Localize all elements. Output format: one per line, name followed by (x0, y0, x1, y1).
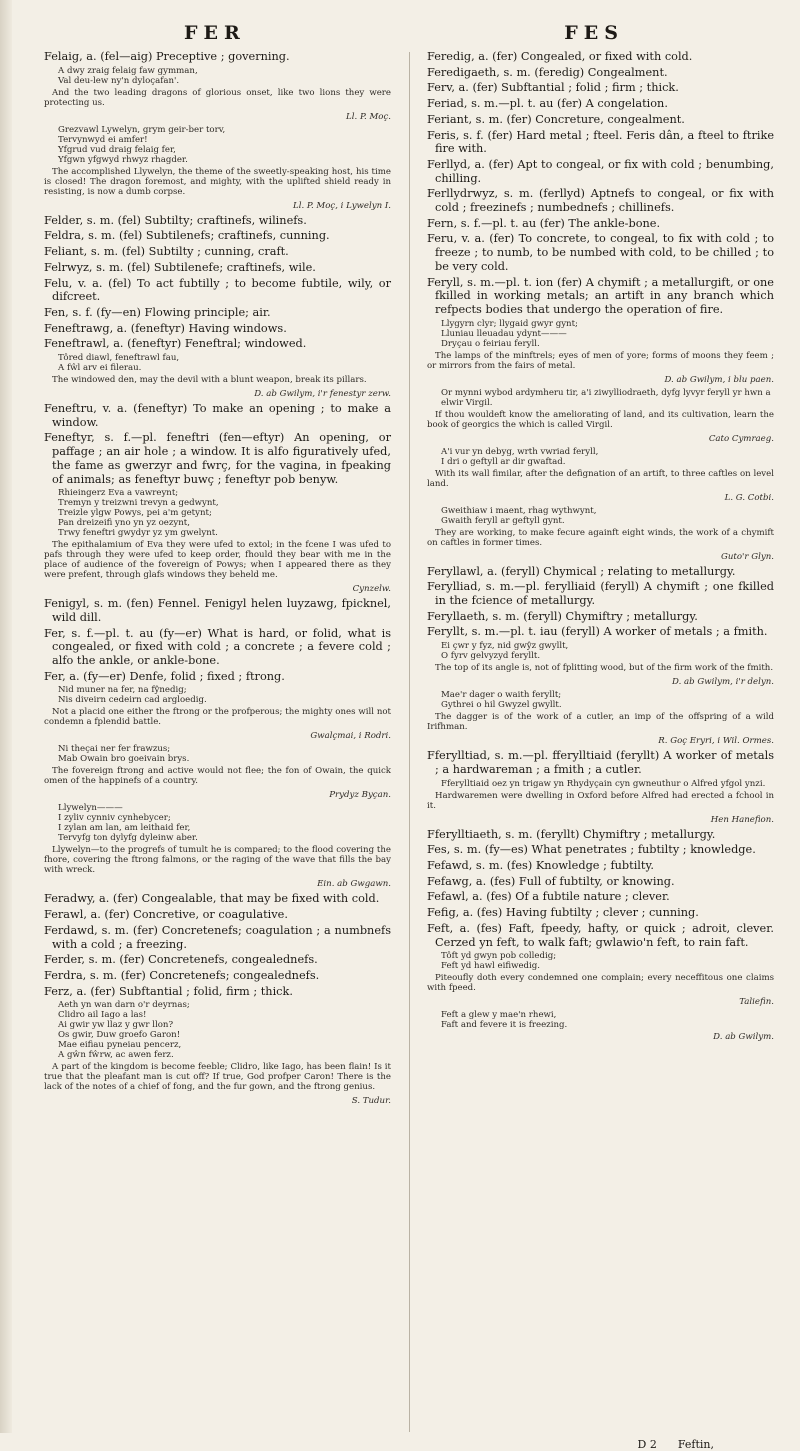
translation-note: The top of its angle is, not of fplitting wood, but of the firm work of the fmith. (435, 663, 774, 674)
dictionary-entry: Feft, a. (fes) Faft, fpeedy, hafty, or quick ; adroit, clever. Cerzed yn feft, to walk faft; gwlawio'n feft, to rain faft. (427, 921, 774, 949)
dictionary-entry: Feris, s. f. (fer) Hard metal ; fteel. Feris dân, a fteel to ftrike fire with. (427, 128, 774, 156)
translation-note: Not a placid one either the ftrong or the profperous; the mighty ones will not condemn a fplendid battle. (44, 707, 391, 728)
dictionary-entry: Feneftyr, s. f.—pl. feneftri (fen—eftyr) An opening, or paffage ; an air hole ; a window. It is alfo figuratively ufed, the fame as gwerzyr and fwrç, for the vagina, in fpeaking of animals; as feneftyr buwç ; feneftyr pob benyw. (44, 431, 391, 486)
source-citation: Cato Cymraeg. (708, 433, 774, 444)
verse-line: Trwy feneftri gwydyr yz ym gwelynt. (58, 528, 218, 539)
dictionary-entry: Ferllydrwyz, s. m. (ferllyd) Aptnefs to congeal, or fix with cold ; freezinefs ; numbednefs ; chillinefs. (427, 187, 774, 215)
dictionary-entry: Feldra, s. m. (fel) Subtilenefs; craftinefs, cunning. (44, 229, 330, 243)
dictionary-entry: Feneftrawl, a. (feneftyr) Feneftral; windowed. (44, 337, 307, 351)
verse-quote (441, 506, 774, 526)
verse-line: Llywelyn——— (58, 803, 123, 814)
column-divider (409, 52, 410, 1432)
verse-quote (441, 447, 774, 467)
verse-line: Feft a glew y mae'n rhewi, (441, 1010, 557, 1021)
translation-note: The epithalamium of Eva they were ufed to extol; in the fcene I was ufed to pafs through they were ufed to keep order, fhould they bear with me in the place of audience of the fovereign of Powys; when I appeared there as they were prefent, through glafs windows they beheld me. (44, 540, 391, 581)
translation-note: The lamps of the minftrels; eyes of men of yore; forms of moons they feem ; or mirrors from the fairs of metal. (427, 350, 774, 371)
translation-note: The dagger is of the work of a cutler, an imp of the offspring of a wild Irifhman. (427, 712, 774, 733)
dictionary-entry: Ferylliad, s. m.—pl. ferylliaid (feryll) A chymift ; one fkilled in the fcience of metallurgy. (427, 580, 774, 608)
verse-line: Mae'r dager o waith feryllt; (441, 690, 562, 701)
dictionary-entry: Fer, a. (fy—er) Denfe, folid ; fixed ; ftrong. (44, 669, 285, 683)
source-citation: Ll. P. Moç, i Lywelyn I. (292, 200, 391, 211)
dictionary-entry: Fefig, a. (fes) Having fubtilty ; clever ; cunning. (427, 906, 699, 920)
page-footer (44, 1438, 774, 1451)
translation-note: If thou wouldeft know the ameliorating of land, and its cultivation, learn the book of georgics the which is called Virgil. (427, 409, 774, 430)
dictionary-entry: Fer, s. f.—pl. t. au (fy—er) What is hard, or folid, what is congealed, or fixed with cold ; a concrete ; a fevere cold ; alfo the ankle, or ankle-bone. (44, 626, 391, 668)
verse-line: O fyrv gelvyzyd feryllt. (441, 651, 541, 662)
page-binding-edge (0, 0, 12, 1433)
verse-quote (441, 641, 774, 661)
verse-quote (441, 388, 774, 408)
dictionary-entry: Feryll, s. m.—pl. t. ion (fer) A chymift ; a metallurgift, or one fkilled in working metals; an artift in any branch which refpects bodies that undergo the operation of fire. (427, 275, 774, 316)
verse-line: Feft yd hawl eifiwedig. (441, 961, 541, 972)
verse-line: Fferylltiaid oez yn trigaw yn Rhydyçain cyn gwneuthur o Alfred yfgol ynzi. (441, 778, 766, 789)
translation-note: With its wall fimilar, after the defignation of an artift, to three caftles on level land. (427, 468, 774, 489)
verse-line: A'i vur yn debyg, wrth vwriad feryll, (441, 446, 599, 457)
verse-line: Pan dreizeifi yno yn yz oezynt, (58, 518, 190, 529)
verse-line: Tôft yd gwyn pob colledig; (441, 951, 557, 962)
source-citation: Cynzelw. (352, 584, 391, 595)
verse-line: A fŵl arv ei filerau. (58, 363, 142, 374)
dictionary-entry: Ferawl, a. (fer) Concretive, or coagulative. (44, 908, 288, 922)
verse-line: Grezvawl Lywelyn, grym geir-ber torv, (58, 124, 226, 135)
source-citation: D. ab Gwilym. (713, 1032, 774, 1043)
signature-mark: D 2 (637, 1438, 657, 1451)
verse-quote (441, 690, 774, 710)
verse-line: Rhieingerz Eva a vawreynt; (58, 488, 179, 499)
verse-line: Tervynwyd ei amfer! (58, 134, 148, 145)
verse-line: Mab Owain bro goeivain brys. (58, 754, 190, 765)
verse-line: I dri o geftyll ar dir gwaftad. (441, 456, 566, 467)
dictionary-entry: Ferv, a. (fer) Subftantial ; folid ; firm ; thick. (427, 81, 679, 95)
two-column-body (44, 50, 774, 1432)
source-citation: Guto'r Glyn. (721, 551, 774, 562)
verse-line: Val deu-lew ny'n dyloçafan'. (58, 75, 180, 86)
dictionary-entry: Felaig, a. (fel—aig) Preceptive ; governing. (44, 50, 290, 63)
dictionary-entry: Feradwy, a. (fer) Congealable, that may be fixed with cold. (44, 892, 380, 906)
dictionary-entry: Feneftru, v. a. (feneftyr) To make an opening ; to make a window. (44, 402, 391, 429)
verse-line: Mae eifiau pyneiau pencerz, (58, 1040, 182, 1051)
verse-line: Ni theçai ner fer frawzus; (58, 744, 171, 755)
verse-quote (441, 319, 774, 349)
source-citation: R. Goç Eryri, i Wil. Ormes. (658, 736, 774, 747)
verse-line: Gwaith feryll ar geftyll gynt. (441, 515, 565, 526)
dictionary-entry: Fes, s. m. (fy—es) What penetrates ; fubtilty ; knowledge. (427, 843, 756, 857)
verse-line: Or mynni wybod ardymheru tir, a'i ziwylliodraeth, dyfg lyvyr feryll yr hwn a elwir Virgil. (441, 387, 771, 408)
source-citation: Ein. ab Gwgawn. (317, 879, 391, 890)
translation-note: A part of the kingdom is become feeble; Clidro, like Iago, has been flain! Is it true that the pleafant man is cut off? If true, God profper Caron! There is the lack of the notes of a chief of fong, and the fur gown, and the ftrong genius. (44, 1062, 391, 1093)
dictionary-entry: Fenigyl, s. m. (fen) Fennel. Fenigyl helen luyzawg, fpicknel, wild dill. (44, 597, 391, 624)
verse-quote (58, 488, 391, 538)
verse-line: Ai gwir yw llaz y gwr llon? (58, 1020, 174, 1031)
source-citation: Hen Hanefion. (710, 814, 774, 825)
header-left: FER (184, 22, 246, 44)
source-citation: D. ab Gwilym, i'r delyn. (672, 677, 774, 688)
right-column (427, 50, 774, 1432)
verse-line: Aeth yn wan darn o'r deyrnas; (58, 1000, 190, 1011)
dictionary-entry: Feryllaeth, s. m. (feryll) Chymiftry ; metallurgy. (427, 609, 698, 623)
verse-line: A dwy zraig felaig faw gymman, (58, 65, 198, 76)
dictionary-entry: Ferllyd, a. (fer) Apt to congeal, or fix with cold ; benumbing, chilling. (427, 157, 774, 185)
translation-note: The accomplished Llywelyn, the theme of the sweetly-speaking host, his time is closed! The dragon foremost, and mighty, with the uplifted shield ready in resisting, is now a dumb corpse. (44, 166, 391, 197)
verse-quote (58, 66, 391, 86)
dictionary-entry: Fferylltiaeth, s. m. (feryllt) Chymiftry ; metallurgy. (427, 827, 716, 841)
dictionary-entry: Feredig, a. (fer) Congealed, or fixed with cold. (427, 50, 693, 63)
dictionary-entry: Feriant, s. m. (fer) Concreture, congealment. (427, 112, 685, 126)
dictionary-entry: Felu, v. a. (fel) To act fubtilly ; to become fubtile, wily, or difcreet. (44, 276, 391, 304)
source-citation: Taliefin. (739, 997, 774, 1008)
left-column (44, 50, 391, 1432)
dictionary-entry: Fern, s. f.—pl. t. au (fer) The ankle-bone. (427, 216, 661, 230)
verse-quote (441, 1010, 774, 1030)
dictionary-entry: Fefawl, a. (fes) Of a fubtile nature ; clever. (427, 890, 670, 904)
dictionary-entry: Ferdra, s. m. (fer) Concretenefs; congealednefs. (44, 968, 320, 982)
dictionary-entry: Ferder, s. m. (fer) Concretenefs, congealednefs. (44, 953, 318, 967)
header-right: FES (564, 22, 624, 44)
verse-line: Nis diveirn cedeirn cad argloedig. (58, 695, 207, 706)
catchword: Feftin, (677, 1438, 714, 1451)
translation-note: Llywelyn—to the progrefs of tumult he is compared; to the flood covering the fhore, covering the ftrong falmons, or the raging of the wave that fills the bay with wreck. (44, 845, 391, 876)
verse-quote (58, 125, 391, 165)
dictionary-entry: Feriad, s. m.—pl. t. au (fer) A congelation. (427, 97, 668, 111)
source-citation: S. Tudur. (351, 1096, 391, 1107)
verse-line: I zyliv cynniv cynhebycer; (58, 813, 171, 824)
verse-quote (58, 685, 391, 705)
translation-note: And the two leading dragons of glorious onset, like two lions they were protecting us. (44, 87, 391, 108)
verse-line: Yfgrud vud draig felaig fer, (58, 144, 176, 155)
source-citation: D. ab Gwilym, i blu paen. (664, 374, 774, 385)
dictionary-entry: Felrwyz, s. m. (fel) Subtilenefe; craftinefs, wile. (44, 260, 316, 274)
translation-note: The windowed den, may the devil with a blunt weapon, break its pillars. (52, 375, 367, 386)
verse-line: Treizle ylgw Powys, pei a'm getynt; (58, 508, 212, 519)
translation-note: They are working, to make fecure againft eight winds, the work of a chymift on caftles in former times. (427, 527, 774, 548)
dictionary-entry: Fefawg, a. (fes) Full of fubtilty, or knowing. (427, 874, 675, 888)
verse-line: Tôred diawl, feneftrawl fau, (58, 353, 180, 364)
dictionary-entry: Ferz, a. (fer) Subftantial ; folid, firm ; thick. (44, 984, 293, 998)
dictionary-entry: Fen, s. f. (fy—en) Flowing principle; air. (44, 305, 271, 319)
verse-line: Gythrei o hil Gwyzel gwyllt. (441, 700, 562, 711)
verse-quote (441, 951, 774, 971)
source-citation: L. G. Cotbi. (724, 492, 774, 503)
dictionary-entry: Fefawd, s. m. (fes) Knowledge ; fubtilty. (427, 858, 654, 872)
verse-quote (441, 779, 774, 789)
verse-line: Dryçau o feiriau feryll. (441, 338, 540, 349)
translation-note: Piteoufly doth every condemned one complain; every neceffitous one claims with fpeed. (427, 973, 774, 994)
source-citation: D. ab Gwilym, i'r fenestyr zerw. (254, 389, 391, 400)
dictionary-entry: Feneftrawg, a. (feneftyr) Having windows. (44, 321, 287, 335)
translation-note: The fovereign ftrong and active would not flee; the fon of Owain, the quick omen of the happinefs of a country. (44, 766, 391, 787)
source-citation: Prydyz Byçan. (329, 790, 391, 801)
verse-line: Llygyrn clyr; llygaid gwyr gynt; (441, 318, 578, 329)
dictionary-entry: Feryllt, s. m.—pl. t. iau (feryll) A worker of metals ; a fmith. (427, 625, 768, 639)
dictionary-entry: Feru, v. a. (fer) To concrete, to congeal, to fix with cold ; to freeze ; to numb, to be numbed with cold, to be chilled ; to be very cold. (427, 232, 774, 273)
verse-quote (58, 803, 391, 843)
dictionary-entry: Fferylltiad, s. m.—pl. fferylltiaid (feryllt) A worker of metals ; a hardwareman ; a fmith ; a cutler. (427, 749, 774, 776)
verse-line: Ei çwr y fyz, nid gwŷz gwyllt, (441, 641, 569, 652)
verse-line: Faft and fevere it is freezing. (441, 1020, 568, 1031)
verse-line: Gweithiaw i maent, rhag wythwynt, (441, 505, 597, 516)
dictionary-entry: Feredigaeth, s. m. (feredig) Congealment. (427, 65, 668, 79)
verse-quote (58, 744, 391, 764)
verse-line: Tervyfg ton dylyfg dyleinw aber. (58, 833, 198, 844)
dictionary-entry: Ferdawd, s. m. (fer) Concretenefs; coagulation ; a numbnefs with a cold ; a freezing. (44, 923, 391, 951)
running-header (44, 22, 774, 46)
dictionary-entry: Feryllawl, a. (feryll) Chymical ; relating to metallurgy. (427, 564, 736, 578)
verse-line: Os gwir, Duw groefo Garon! (58, 1030, 181, 1041)
source-citation: Gwalçmai, i Rodri. (310, 731, 391, 742)
verse-line: A gŵn fŵrw, ac awen ferz. (58, 1050, 174, 1061)
dictionary-entry: Feliant, s. m. (fel) Subtilty ; cunning, craft. (44, 245, 289, 259)
verse-line: Lluniau lleuadau ydynt——— (441, 328, 567, 339)
source-citation: Ll. P. Moç. (346, 111, 391, 122)
translation-note: Hardwaremen were dwelling in Oxford before Alfred had erected a fchool in it. (427, 790, 774, 811)
verse-quote (58, 353, 391, 373)
verse-line: I zylan am lan, am leithaid fer, (58, 823, 191, 834)
verse-line: Yfgwn yfgwyd rhwyz rhagder. (58, 154, 188, 165)
verse-line: Nid muner na fer, na fŷnedig; (58, 685, 187, 696)
dictionary-entry: Felder, s. m. (fel) Subtilty; craftinefs, wilinefs. (44, 213, 307, 227)
verse-line: Tremyn y treizwni trevyn a gedwynt, (58, 498, 219, 509)
verse-quote (58, 1000, 391, 1060)
verse-line: Clidro ail Iago a las! (58, 1010, 147, 1021)
